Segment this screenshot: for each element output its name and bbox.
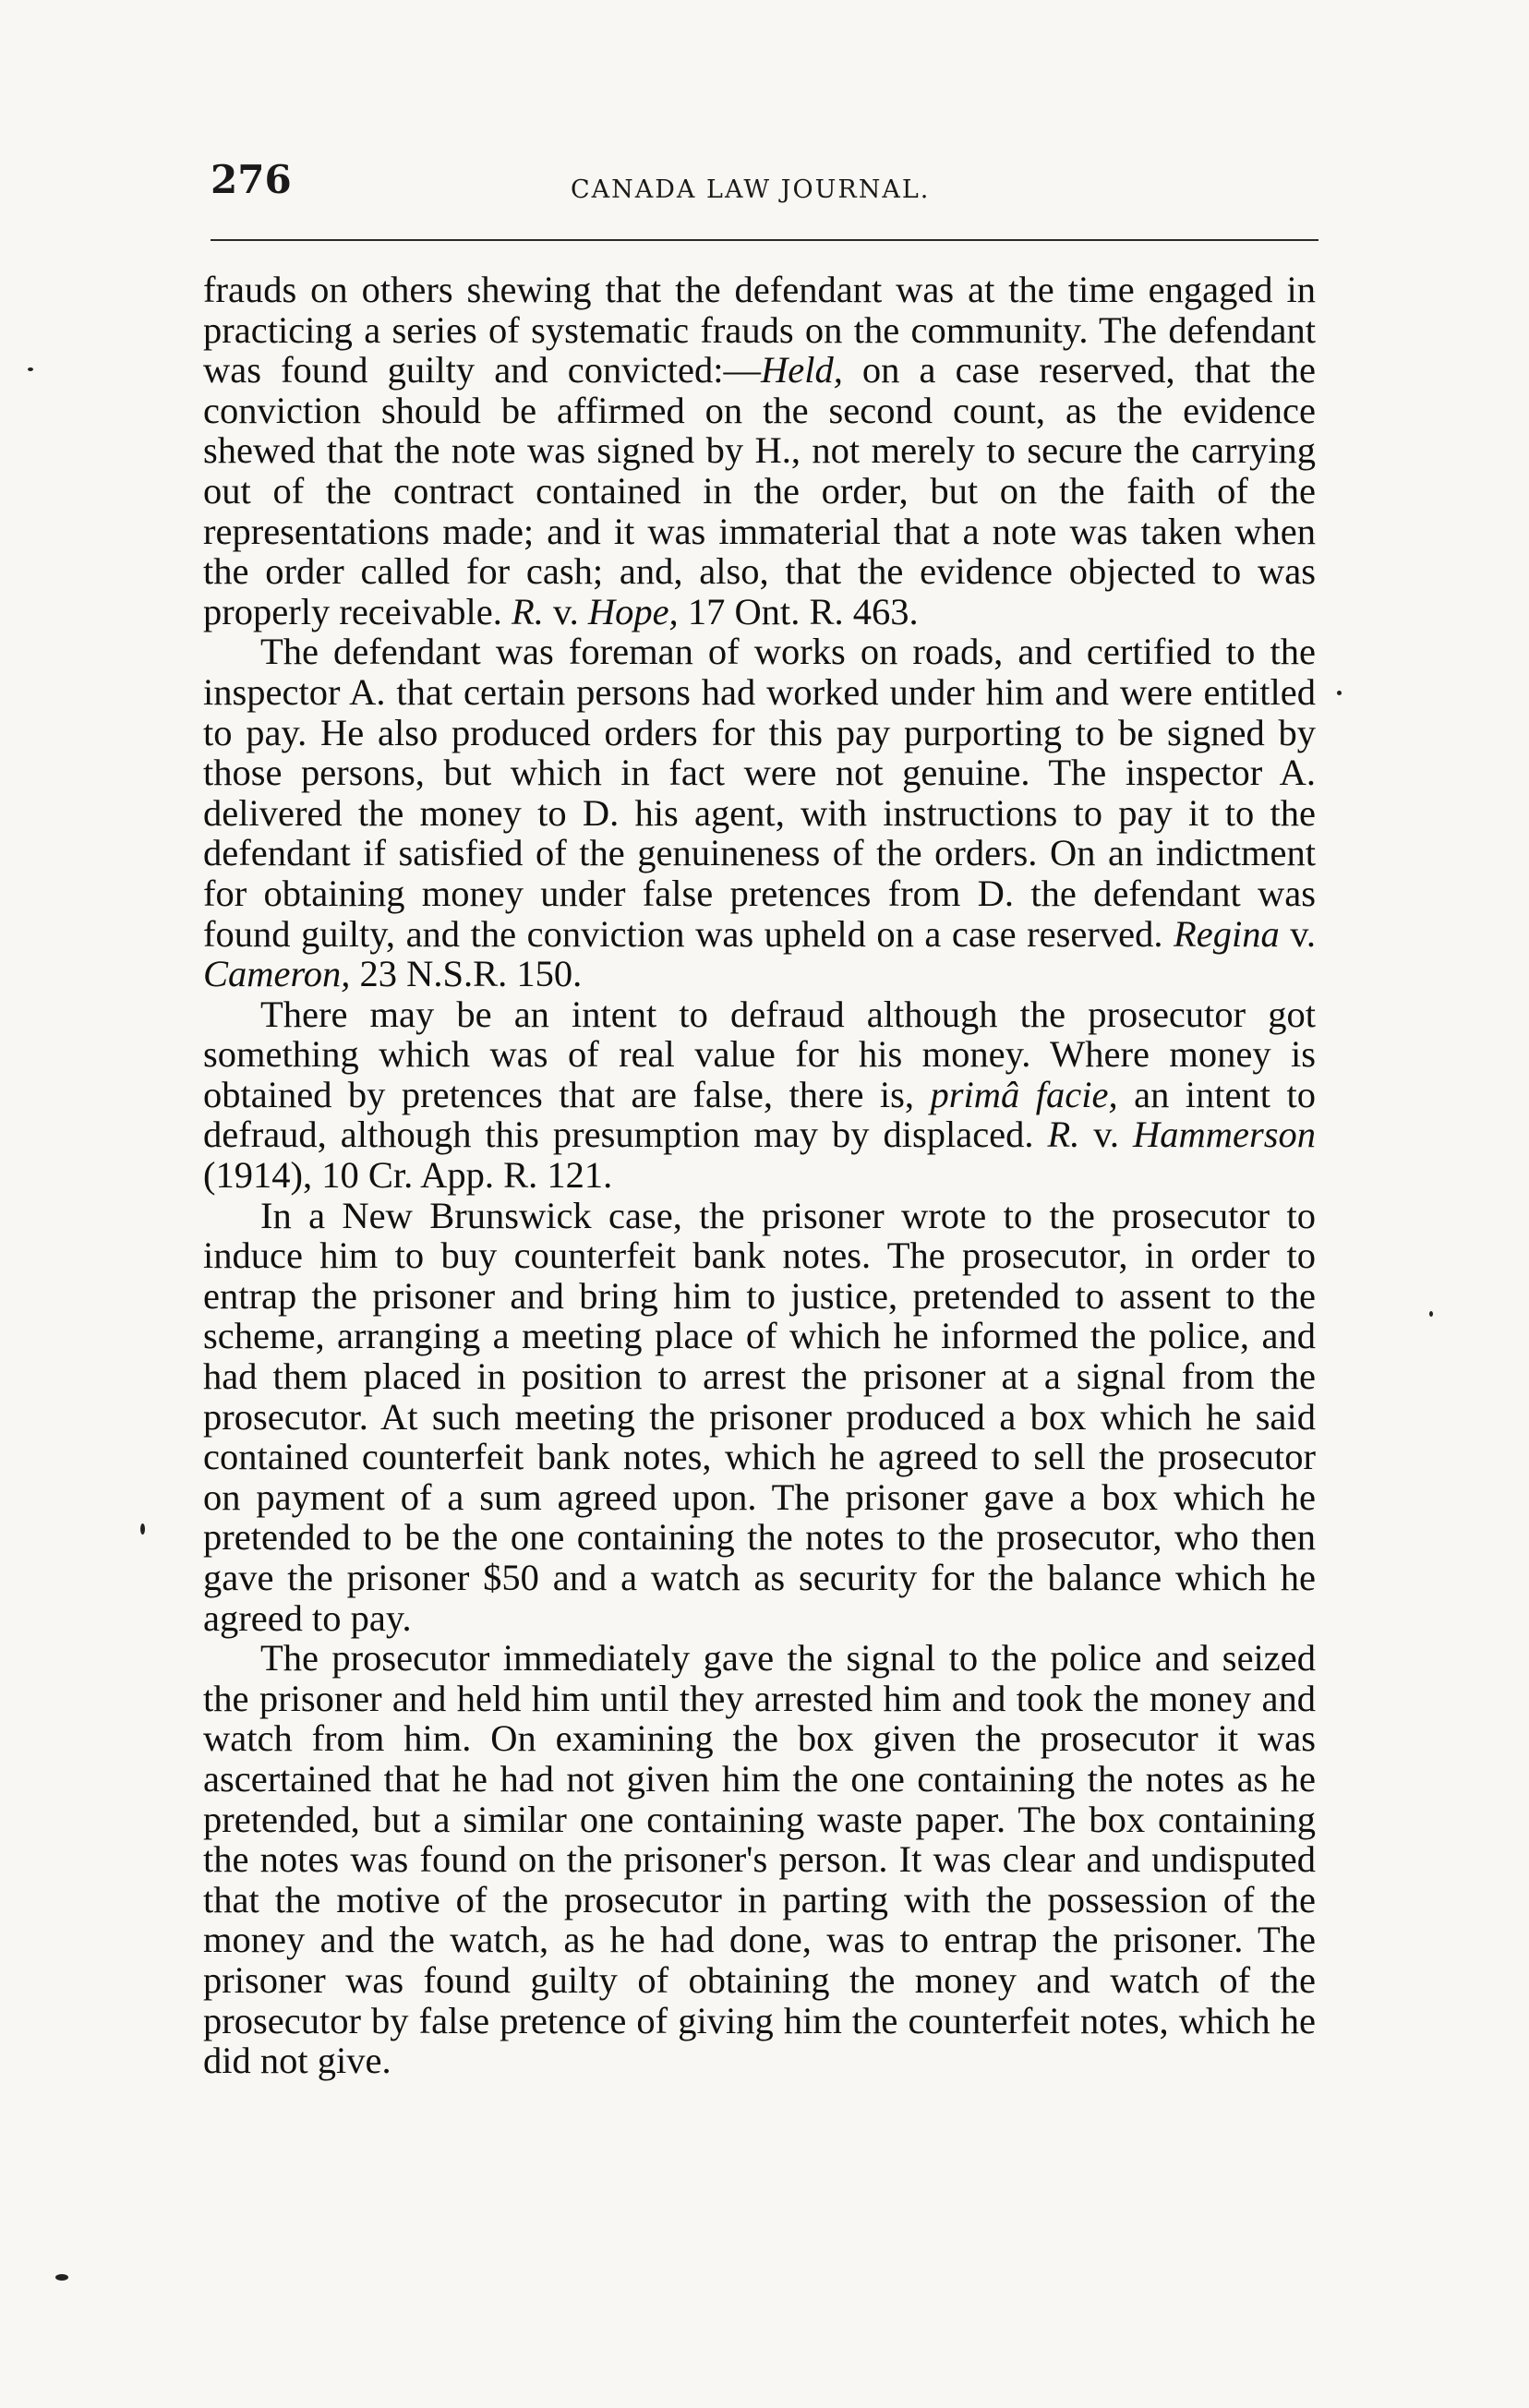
case-name-hammerson: Hammerson xyxy=(1133,1114,1317,1156)
scan-speck xyxy=(140,1523,145,1535)
scan-speck xyxy=(1337,691,1342,695)
case-name-cameron: Cameron, xyxy=(203,953,351,995)
scan-speck xyxy=(1429,1311,1433,1317)
citation-cameron: 23 N.S.R. 150. xyxy=(350,953,583,995)
paragraph-1-text-a: frauds on others shewing that the defendant was at the time engaged in practicing a series of systematic frauds on the community. The defendant was found guilty and convicted:— xyxy=(203,269,1316,391)
paragraph-1-text-b: on a case reserved, that the conviction should be affirmed on the second count, as the evidence shewed that the note was signed by H., not merely to secure the carrying out of the contract contained in the order, but on the faith of the representations made; and it was immaterial that a note was taken when the order called for cash; and, also, that the evidence objected to was properly receivable. xyxy=(203,349,1317,632)
paragraph-5: The prosecutor immediately gave the signal to the police and seized the prisoner and held him until they arrested him and took the money and watch from him. On examining the box given the prosecutor it was ascertained that he had not given him the one containing the notes as he pretended, but a similar one containing waste paper. The box containing the notes was found on the prisoner's person. It was clear and undisputed that the motive of the prosecutor in parting with the possession of the money and the watch, as he had done, was to entrap the prisoner. The prisoner was found guilty of obtaining the money and watch of the prosecutor by false pretence of giving him the counterfeit notes, which he did not give. xyxy=(203,1637,1316,2082)
page-number: 276 xyxy=(211,157,292,202)
paragraph-2-text: The defendant was foreman of works on roads, and certified to the inspector A. that certain persons had worked under him and were entitled to pay. He also produced orders for this pay purporting to be signed by those persons, but which in fact were not genuine. The inspector A. delivered the money to D. his agent, with instructions to pay it to the defendant if satisfied of the genuineness of the orders. On an indictment for obtaining money under false pretences from D. the defendant was found guilty, and the conviction was upheld on a case reserved. xyxy=(203,631,1316,955)
versus: v. xyxy=(1279,912,1316,955)
article-body xyxy=(203,270,1316,2081)
held-italic: Held, xyxy=(760,349,843,391)
case-regina-italic: Regina xyxy=(1173,912,1280,955)
paragraph-3-text-a: There may be an intent to defraud although the prosecutor got something which was of real value for his money. Where money is obtained by pretences that are false, there is, xyxy=(203,993,1316,1115)
citation-hammerson: (1914), 10 Cr. App. R. 121. xyxy=(203,1154,613,1197)
citation-hope: 17 Ont. R. 463. xyxy=(678,590,919,632)
page-header xyxy=(211,148,1318,212)
header-rule xyxy=(211,239,1318,241)
paragraph-4: In a New Brunswick case, the prisoner wrote to the prosecutor to induce him to buy counterfeit bank notes. The prosecutor, in order to entrap the prisoner and bring him to justice, pretended to assent to the scheme, arranging a meeting place of which he informed the police, and had them placed in position to arrest the prisoner at a signal from the prosecutor. At such meeting the prisoner produced a box which he said contained counterfeit bank notes, which he agreed to sell the prosecutor on payment of a sum agreed upon. The prisoner gave a box which he pretended to be the one containing the notes to the prosecutor, who then gave the prisoner $50 and a watch as security for the balance which he agreed to pay. xyxy=(203,1194,1316,1639)
paragraph-2 xyxy=(203,632,1316,993)
case-r-italic: R. xyxy=(511,590,544,632)
paragraph-1 xyxy=(203,270,1316,632)
case-r-italic: R. xyxy=(1047,1114,1080,1156)
versus: v. xyxy=(543,590,588,632)
paragraph-3 xyxy=(203,994,1316,1196)
scan-speck xyxy=(28,367,33,371)
scan-speck xyxy=(55,2274,68,2281)
prima-facie-italic: primâ facie, xyxy=(930,1073,1118,1115)
case-name-hope: Hope, xyxy=(587,590,679,632)
versus: v. xyxy=(1079,1114,1134,1156)
paragraph-3-text-b: an intent to defraud, although this presumption may by displaced. xyxy=(203,1073,1317,1156)
running-title: CANADA LAW JOURNAL. xyxy=(571,175,931,204)
